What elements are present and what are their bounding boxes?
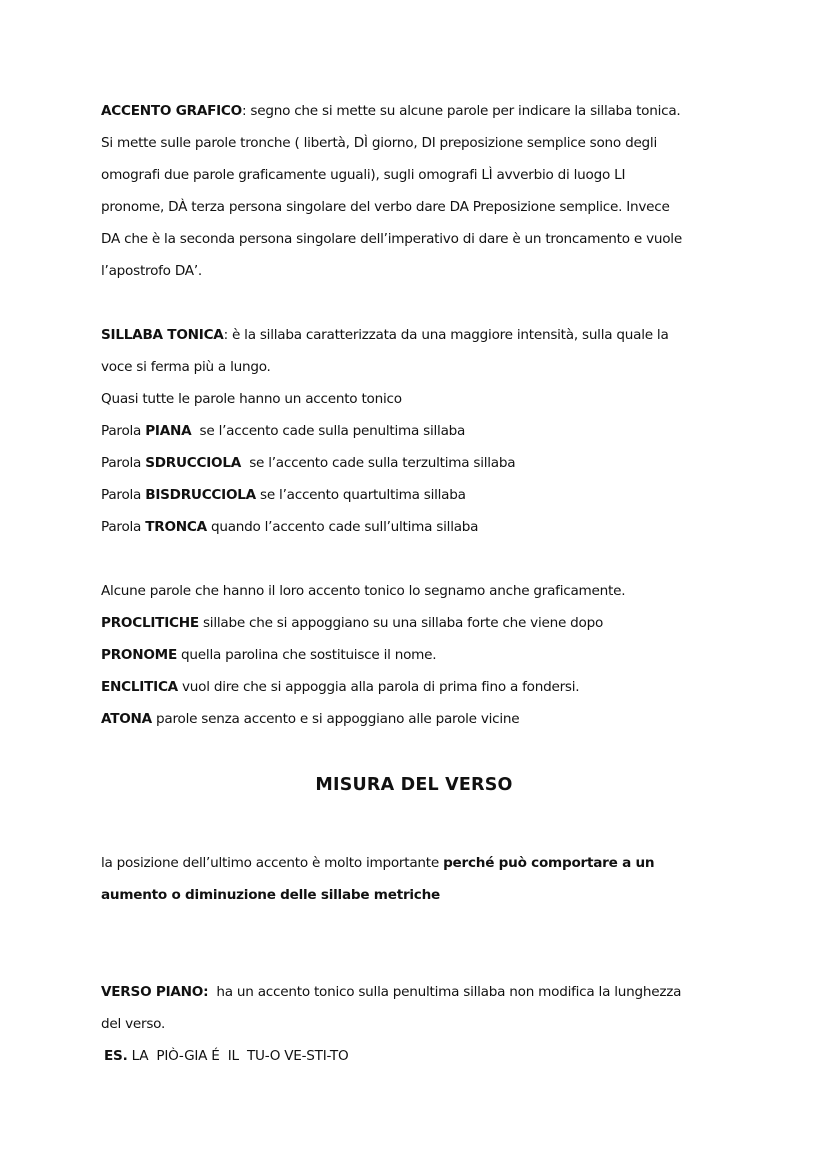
accento-grafico-line-6: l’apostrofo DA’. [101,263,202,279]
accento-grafico-intro: Alcune parole che hanno il loro accento tonico lo segnamo anche graficamente. [101,583,626,599]
enclitica-line [101,677,741,697]
text-span: se l’accento cade sulla penultima sillaba [191,423,466,439]
section-heading: MISURA DEL VERSO [315,775,513,795]
term-proclitiche: PROCLITICHE [101,615,199,631]
term-accento-grafico: ACCENTO GRAFICO [101,103,242,119]
accento-grafico-line-1 [101,101,741,121]
text-span: quella parolina che sostituisce il nome. [176,647,437,663]
parola-sdrucciola-line [101,453,741,473]
text-span: se l’accento quartultima sillaba [255,487,466,503]
text-span: parole senza accento e si appoggiano alle parole vicine [151,711,520,727]
pronome-line [101,645,741,665]
text-bold: aumento o diminuzione delle sillabe metriche [101,887,441,903]
accento-grafico-line-5: DA che è la seconda persona singolare dell’imperativo di dare è un troncamento e vuole [101,231,682,247]
text-span: Parola [101,423,146,439]
text-span: Parola [101,455,146,471]
accento-grafico-line-4: pronome, DÀ terza persona singolare del verbo dare DA Preposizione semplice. Invece [101,199,670,215]
sillaba-tonica-line-2: voce si ferma più a lungo. [101,359,271,375]
text-span: sillabe che si appoggiano su una sillaba forte che viene dopo [198,615,604,631]
verso-piano-line-2: del verso. [101,1016,166,1032]
misura-line-2 [101,885,741,905]
accento-grafico-line-2: Si mette sulle parole tronche ( libertà, DÌ giorno, DI preposizione semplice sono degli [101,135,657,151]
term-verso-piano: VERSO PIANO: [101,984,209,1000]
sillaba-tonica-line-1 [101,325,741,345]
example-line [104,1046,744,1066]
text-bold: perché può comportare a un [443,855,655,871]
term-enclitica: ENCLITICA [101,679,178,695]
term-sillaba-tonica: SILLABA TONICA [101,327,224,343]
term-pronome: PRONOME [101,647,177,663]
verso-piano-line-1 [101,982,741,1002]
parola-tronca-line [101,517,741,537]
misura-line-1 [101,853,741,873]
text-span: : è la sillaba caratterizzata da una maggiore intensità, sulla quale la [223,327,669,343]
term-sdrucciola: SDRUCCIOLA [145,455,242,471]
sillaba-tonica-line-3: Quasi tutte le parole hanno un accento tonico [101,391,402,407]
parola-bisdrucciola-line [101,485,741,505]
term-piana: PIANA [145,423,192,439]
text-span: : segno che si mette su alcune parole per indicare la sillaba tonica. [241,103,681,119]
accento-grafico-line-3: omografi due parole graficamente uguali), sugli omografi LÌ avverbio di luogo LI [101,167,626,183]
term-atona: ATONA [101,711,152,727]
atona-line [101,709,741,729]
example-label: ES. [104,1048,128,1064]
text-span: ha un accento tonico sulla penultima sillaba non modifica la lunghezza [208,984,682,1000]
example-text: LA PIÒ-GIA É IL TU-O VE-STI-TO [127,1048,349,1064]
term-tronca: TRONCA [145,519,207,535]
proclitiche-line [101,613,741,633]
parola-piana-line [101,421,741,441]
text-span: quando l’accento cade sull’ultima sillaba [206,519,479,535]
text-span: Parola [101,519,146,535]
text-span: Parola [101,487,146,503]
text-span: se l’accento cade sulla terzultima sillaba [241,455,516,471]
term-bisdrucciola: BISDRUCCIOLA [145,487,256,503]
text-span: vuol dire che si appoggia alla parola di prima fino a fondersi. [177,679,580,695]
text-span: la posizione dell’ultimo accento è molto importante [101,855,444,871]
